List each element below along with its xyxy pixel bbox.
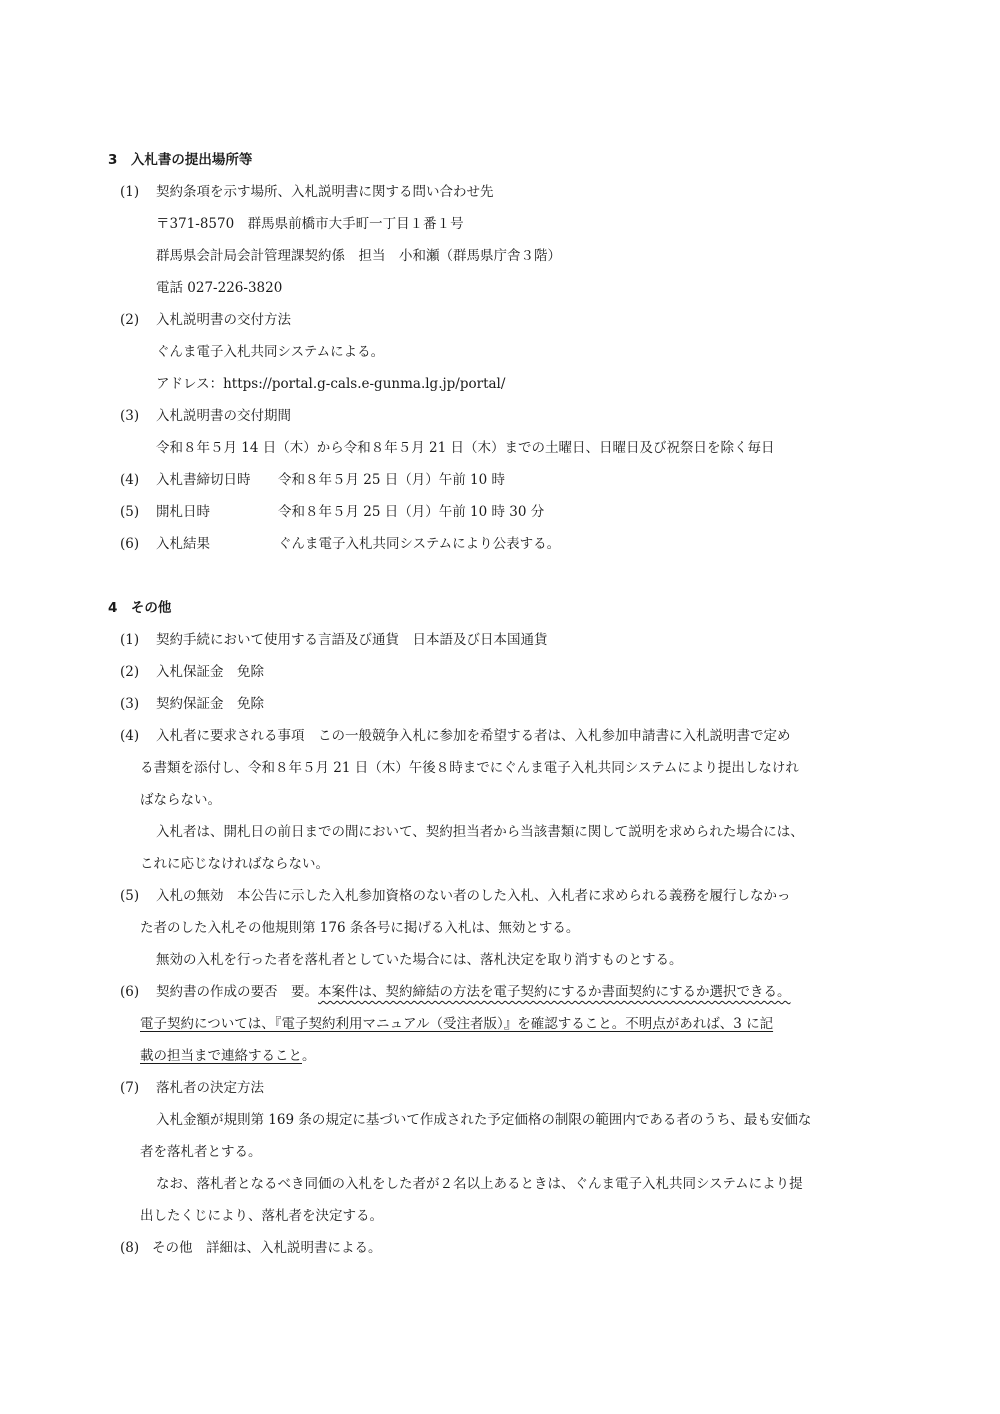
paragraph-line bbox=[156, 982, 791, 1002]
item-text: 入札保証金 免除 bbox=[156, 664, 264, 680]
phone-line: 電話 027-226-3820 bbox=[156, 280, 283, 296]
text-line: ぐんま電子入札共同システムによる。 bbox=[156, 344, 385, 360]
item-text: 契約手続において使用する言語及び通貨 日本語及び日本国通貨 bbox=[156, 632, 548, 648]
paragraph-line bbox=[140, 1014, 773, 1034]
paragraph-line: 入札者は、開札日の前日までの間において、契約担当者から当該書類に関して説明を求められた場合には、 bbox=[156, 824, 804, 840]
contract-requirement-label: 契約書の作成の要否 要。 bbox=[156, 984, 318, 1000]
item-title: 落札者の決定方法 bbox=[156, 1080, 264, 1096]
period-line: 令和８年５月 14 日（木）から令和８年５月 21 日（木）までの土曜日、日曜日及び祝祭日を除く毎日 bbox=[156, 440, 775, 456]
item-value: 令和８年５月 25 日（月）午前 10 時 bbox=[278, 472, 506, 488]
section-4-heading: 4 その他 bbox=[108, 600, 172, 616]
sentence-end: 。 bbox=[302, 1048, 316, 1064]
item-label: 入札結果 bbox=[156, 536, 210, 552]
paragraph-line: 出したくじにより、落札者を決定する。 bbox=[140, 1208, 383, 1224]
paragraph-line: る書類を添付し、令和８年５月 21 日（木）午後８時までにぐんま電子入札共同システムにより提出しなけれ bbox=[140, 760, 799, 776]
item-number: (4) bbox=[120, 728, 140, 744]
item-number: (7) bbox=[120, 1080, 140, 1096]
item-title: 入札説明書の交付期間 bbox=[156, 408, 291, 424]
url-line: アドレス：https://portal.g-cals.e-gunma.lg.jp/portal/ bbox=[156, 376, 506, 392]
item-text: 契約保証金 免除 bbox=[156, 696, 264, 712]
section-3-heading: 3 入札書の提出場所等 bbox=[108, 152, 253, 168]
item-number: (5) bbox=[120, 504, 140, 520]
item-number: (2) bbox=[120, 312, 140, 328]
paragraph-line: 入札の無効 本公告に示した入札参加資格のない者のした入札、入札者に求められる義務を履行しなかっ bbox=[156, 888, 791, 904]
paragraph-line: 入札者に要求される事項 この一般競争入札に参加を希望する者は、入札参加申請書に入札説明書で定め bbox=[156, 728, 791, 744]
item-number: (4) bbox=[120, 472, 140, 488]
item-label: 開札日時 bbox=[156, 504, 210, 520]
item-number: (6) bbox=[120, 984, 140, 1000]
item-label: 入札書締切日時 bbox=[156, 472, 251, 488]
paragraph-line: 入札金額が規則第 169 条の規定に基づいて作成された予定価格の制限の範囲内である者のうち、最も安価な bbox=[156, 1112, 812, 1128]
contact-line: 群馬県会計局会計管理課契約係 担当 小和瀬（群馬県庁舎３階） bbox=[156, 248, 561, 264]
item-title: 契約条項を示す場所、入札説明書に関する問い合わせ先 bbox=[156, 184, 494, 200]
item-number: (6) bbox=[120, 536, 140, 552]
item-number: (2) bbox=[120, 664, 140, 680]
paragraph-line: 者を落札者とする。 bbox=[140, 1144, 262, 1160]
address-line: 〒371-8570 群馬県前橋市大手町一丁目１番１号 bbox=[156, 216, 464, 232]
item-number: (1) bbox=[120, 632, 140, 648]
underlined-note: 本案件は、契約締結の方法を電子契約にするか書面契約にするか選択できる。 bbox=[318, 984, 791, 1000]
paragraph-line: ばならない。 bbox=[140, 792, 221, 808]
item-number: (1) bbox=[120, 184, 140, 200]
item-text: その他 詳細は、入札説明書による。 bbox=[152, 1240, 382, 1256]
paragraph-line bbox=[140, 1046, 316, 1066]
item-title: 入札説明書の交付方法 bbox=[156, 312, 291, 328]
item-number: (3) bbox=[120, 696, 140, 712]
paragraph-line: これに応じなければならない。 bbox=[140, 856, 329, 872]
item-value: 令和８年５月 25 日（月）午前 10 時 30 分 bbox=[278, 504, 545, 520]
item-number: (8) bbox=[120, 1240, 140, 1256]
paragraph-line: 無効の入札を行った者を落札者としていた場合には、落札決定を取り消すものとする。 bbox=[156, 952, 683, 968]
item-number: (3) bbox=[120, 408, 140, 424]
paragraph-line: た者のした入札その他規則第 176 条各号に掲げる入札は、無効とする。 bbox=[140, 920, 580, 936]
underlined-note: 電子契約については、『電子契約利用マニュアル（受注者版）』を確認すること。不明点があれば、3 に記 bbox=[140, 1016, 774, 1032]
item-number: (5) bbox=[120, 888, 140, 904]
item-value: ぐんま電子入札共同システムにより公表する。 bbox=[278, 536, 561, 552]
underlined-note: 載の担当まで連絡すること bbox=[140, 1048, 302, 1064]
paragraph-line: なお、落札者となるべき同価の入札をした者が２名以上あるときは、ぐんま電子入札共同システムにより提 bbox=[156, 1176, 803, 1192]
